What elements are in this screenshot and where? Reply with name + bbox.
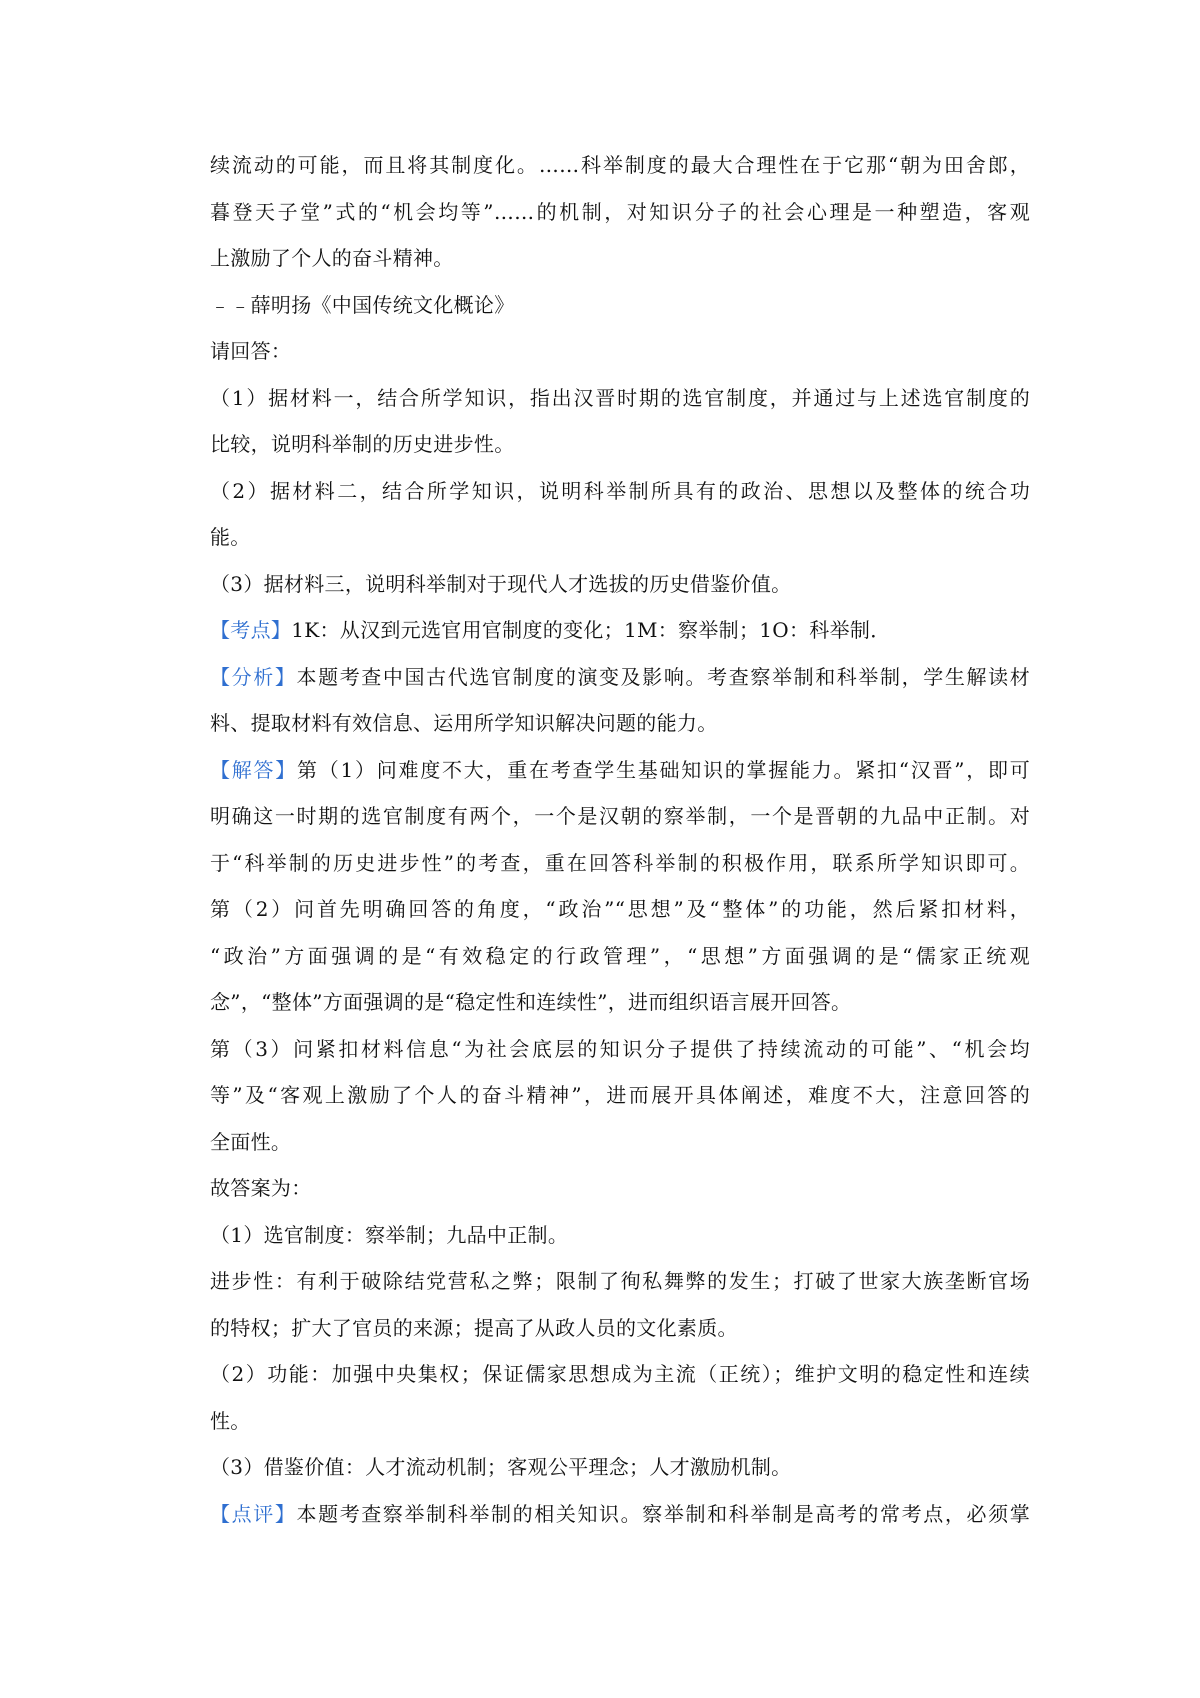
line-text: （3）借鉴价值：人才流动机制；客观公平理念；人才激励机制。: [210, 1455, 792, 1479]
line-text: （3）据材料三，说明科举制对于现代人才选拔的历史借鉴价值。: [210, 571, 792, 596]
text-line: [210, 1351, 1030, 1398]
text-line: [210, 1491, 1030, 1538]
line-text: 本题考查中国古代选官制度的演变及影响。考查察举制和科举制，学生解读材: [296, 664, 1031, 689]
line-text: 等”及“客观上激励了个人的奋斗精神”，进而展开具体阐述，难度不大，注意回答的: [210, 1083, 1030, 1107]
text-line: [210, 1305, 1030, 1352]
text-line: [210, 607, 1030, 654]
text-line: [210, 933, 1030, 980]
line-text: 比较，说明科举制的历史进步性。: [210, 432, 515, 456]
text-line: [210, 514, 1030, 561]
line-text: 第（2）问首先明确回答的角度，“政治”“思想”及“整体”的功能，然后紧扣材料，: [210, 897, 1030, 921]
text-line: [210, 840, 1030, 887]
text-line: [210, 654, 1030, 701]
line-text: 续流动的可能，而且将其制度化。……科举制度的最大合理性在于它那“朝为田舍郎，: [210, 153, 1030, 177]
section-tag: 【分析】: [210, 664, 297, 689]
line-text: （1）选官制度：察举制；九品中正制。: [210, 1222, 569, 1247]
line-text: ﹣﹣薛明扬《中国传统文化概论》: [210, 292, 515, 317]
text-line: [210, 235, 1030, 282]
line-text: 上激励了个人的奋斗精神。: [210, 246, 454, 270]
text-line: [210, 747, 1030, 794]
line-text: 请回答：: [210, 339, 292, 363]
line-text: 本题考查察举制科举制的相关知识。察举制和科举制是高考的常考点，必须掌: [296, 1501, 1031, 1526]
line-text: 明确这一时期的选官制度有两个，一个是汉朝的察举制，一个是晋朝的九品中正制。对: [210, 804, 1030, 828]
text-line: [210, 1444, 1030, 1491]
line-text: 的特权；扩大了官员的来源；提高了从政人员的文化素质。: [210, 1315, 738, 1340]
text-line: [210, 468, 1030, 515]
line-text: （2）据材料二，结合所学知识，说明科举制所具有的政治、思想以及整体的统合功: [210, 478, 1030, 503]
text-line: [210, 282, 1030, 329]
line-text: 第（1）问难度不大，重在考查学生基础知识的掌握能力。紧扣“汉晋”，即可: [297, 757, 1030, 782]
text-line: [210, 561, 1030, 608]
line-text: （2）功能：加强中央集权；保证儒家思想成为主流（正统）；维护文明的稳定性和连续: [210, 1362, 1030, 1386]
text-line: [210, 1258, 1030, 1305]
text-line: [210, 189, 1030, 236]
text-line: [210, 421, 1030, 468]
text-line: [210, 142, 1030, 189]
text-line: [210, 1026, 1030, 1073]
section-tag: 【点评】: [210, 1501, 297, 1526]
text-line: [210, 1165, 1030, 1212]
line-text: “政治”方面强调的是“有效稳定的行政管理”，“思想”方面强调的是“儒家正统观: [210, 943, 1030, 968]
text-line: [210, 886, 1030, 933]
line-text: 性。: [210, 1408, 251, 1433]
text-line: [210, 793, 1030, 840]
text-line: [210, 1212, 1030, 1259]
section-tag: 【解答】: [210, 757, 298, 782]
line-text: 第（3）问紧扣材料信息“为社会底层的知识分子提供了持续流动的可能”、“机会均: [210, 1036, 1030, 1061]
line-text: 念”，“整体”方面强调的是“稳定性和连续性”，进而组织语言展开回答。: [210, 990, 852, 1014]
text-line: [210, 1119, 1030, 1166]
line-text: 故答案为：: [210, 1176, 312, 1200]
line-text: （1）据材料一，结合所学知识，指出汉晋时期的选官制度，并通过与上述选官制度的: [210, 385, 1030, 410]
text-line: [210, 979, 1030, 1026]
line-text: 进步性：有利于破除结党营私之弊；限制了徇私舞弊的发生；打破了世家大族垄断官场: [210, 1269, 1030, 1293]
line-text: 料、提取材料有效信息、运用所学知识解决问题的能力。: [210, 711, 718, 735]
section-tag: 【考点】: [210, 618, 292, 642]
line-text: 能。: [210, 525, 251, 549]
text-line: [210, 328, 1030, 375]
text-line: [210, 1398, 1030, 1445]
text-line: [210, 1072, 1030, 1119]
text-line: [210, 700, 1030, 747]
line-text: 暮登天子堂”式的“机会均等”……的机制，对知识分子的社会心理是一种塑造，客观: [210, 199, 1030, 224]
line-text: 1K：从汉到元选官用官制度的变化；1M：察举制；1O：科举制．: [291, 618, 891, 642]
line-text: 于“科举制的历史进步性”的考查，重在回答科举制的积极作用，联系所学知识即可。: [210, 850, 1030, 875]
line-text: 全面性。: [210, 1129, 292, 1154]
text-line: [210, 375, 1030, 422]
